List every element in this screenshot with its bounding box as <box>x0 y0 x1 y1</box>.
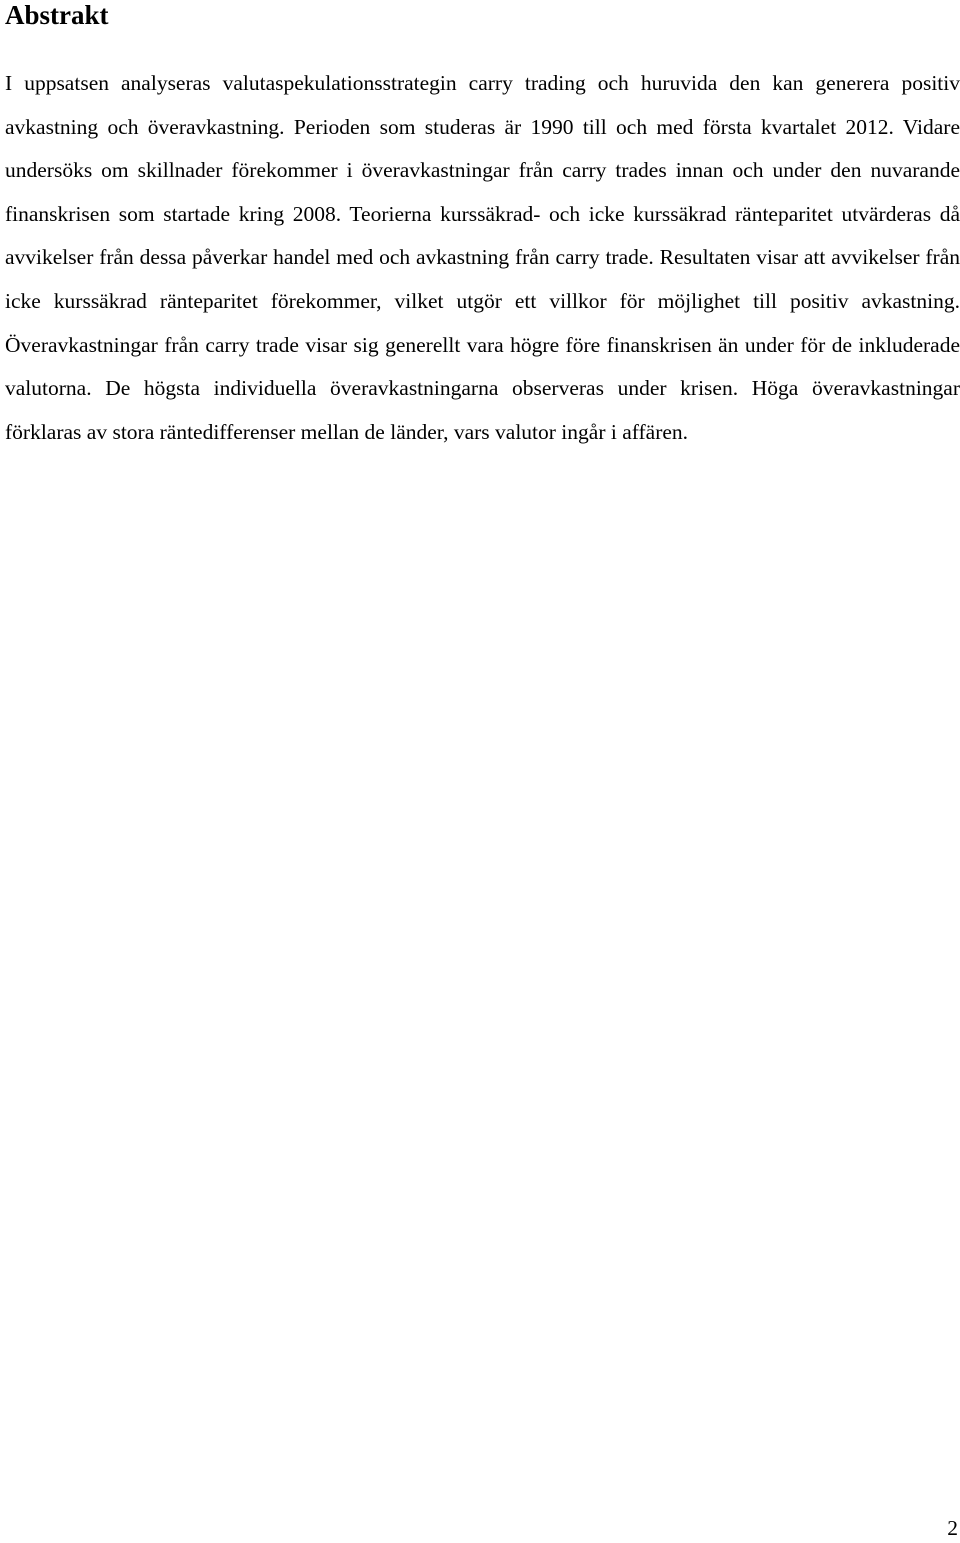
page-number: 2 <box>947 1516 958 1540</box>
abstract-paragraph: I uppsatsen analyseras valutaspekulationsstrategin carry trading och huruvida den kan generera positiv avkastning och överavkastning. Perioden som studeras är 1990 till och med första kvartalet 2012. Vidare undersöks om skillnader förekommer i överavkastningar från carry trades innan och under den nuvarande finanskrisen som startade kring 2008. Teorierna kurssäkrad- och icke kurssäkrad ränteparitet utvärderas då avvikelser från dessa påverkar handel med och avkastning från carry trade. Resultaten visar att avvikelser från icke kurssäkrad ränteparitet förekommer, vilket utgör ett villkor för möjlighet till positiv avkastning. Överavkastningar från carry trade visar sig generellt vara högre före finanskrisen än under för de inkluderade valutorna. De högsta individuella överavkastningarna observeras under krisen. Höga överavkastningar förklaras av stora räntedifferenser mellan de länder, vars valutor ingår i affären. <box>5 71 960 444</box>
page-title: Abstrakt <box>5 0 109 30</box>
